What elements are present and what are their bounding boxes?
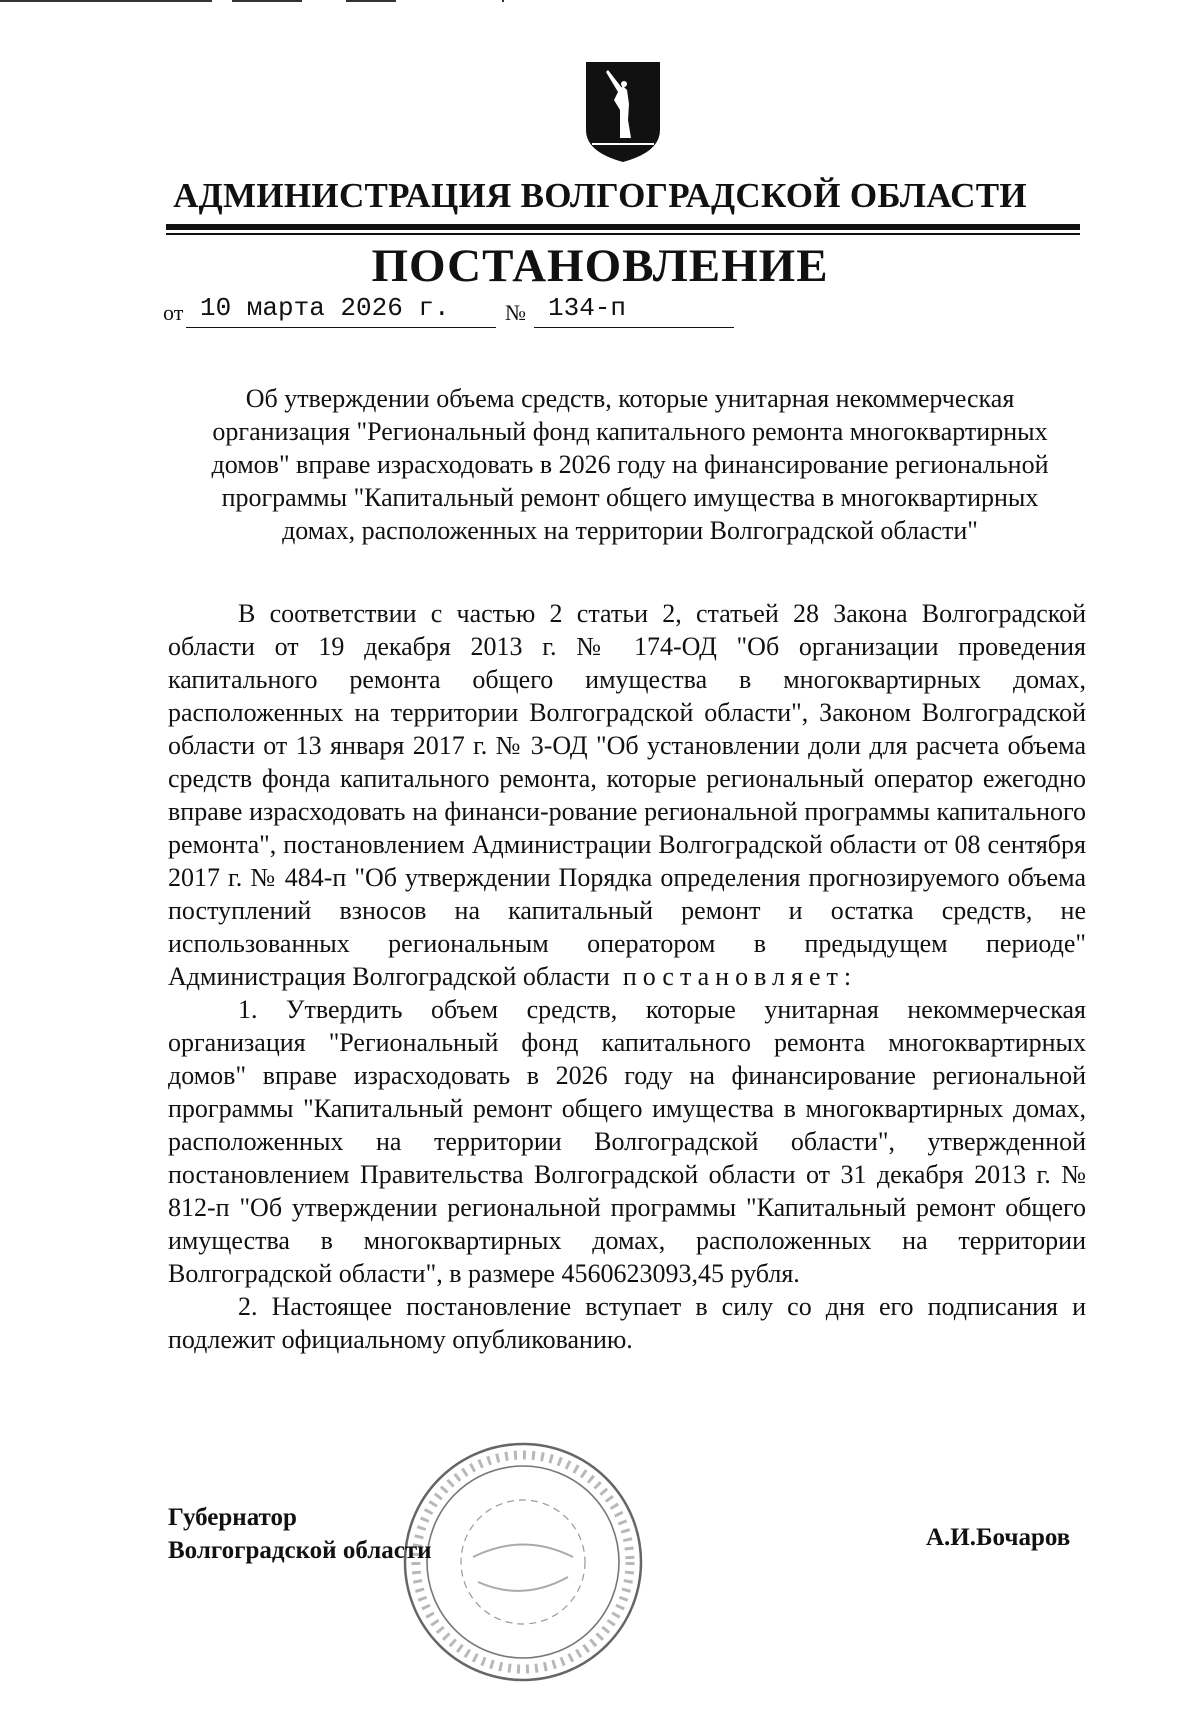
date-label: от: [163, 300, 184, 325]
scan-artifact-line: [346, 0, 396, 2]
scan-artifact-line: [232, 0, 302, 2]
scan-artifact-line: [0, 0, 212, 2]
resolution-item: 2. Настоящее постановление вступает в силу со дня его подписания и подлежит официальному опубликованию.: [168, 1292, 1086, 1354]
document-date: 10 марта 2026 г.: [186, 292, 496, 328]
signatory-position-line2: Волгоградской области: [168, 1537, 432, 1564]
title-line: программы "Капитальный ремонт общего имущества в многоквартирных: [221, 483, 1039, 512]
coat-of-arms-icon: [584, 60, 662, 164]
title-line: организация "Региональный фонд капитального ремонта многоквартирных: [212, 417, 1048, 446]
official-seal-icon: [398, 1437, 648, 1687]
title-line: домов" вправе израсходовать в 2026 году на финансирование региональной: [211, 450, 1049, 479]
header-rule-thick: [166, 224, 1080, 230]
enacting-verb: постановляет:: [622, 962, 858, 991]
organization-name: АДМИНИСТРАЦИЯ ВОЛГОГРАДСКОЙ ОБЛАСТИ: [173, 176, 1027, 215]
number-label: №: [505, 300, 526, 325]
document-type: ПОСТАНОВЛЕНИЕ: [371, 240, 829, 292]
document-number: 134-п: [534, 292, 734, 328]
resolution-item: 1. Утвердить объем средств, которые унитарная некоммерческая организация "Региональный фонд капитального ремонта многоквартирных домов" вправе израсходовать в 2026 году на финансирование региональной программы "Капитальный ремонт общего имущества в многоквартирных домах, расположенных на территории Волгоградской области", утвержденной постановлением Правительства Волгоградской области от 31 декабря 2013 г. № 812-п "Об утверждении региональной программы "Капитальный ремонт общего имущества в многоквартирных домах, расположенных на территории Волгоградской области", в размере 4560623093,45 рубля.: [168, 995, 1086, 1288]
document-body: [168, 597, 1086, 1356]
scan-artifact-line: [502, 0, 504, 2]
enacting-subject: Администрация Волгоградской области: [168, 962, 610, 991]
preamble-paragraph: [168, 597, 1086, 993]
signatory-position-line1: Губернатор: [168, 1504, 297, 1531]
preamble-text: В соответствии с частью 2 статьи 2, статьей 28 Закона Волгоградской области от 19 декабря 2013 г. № 174-ОД "Об организации проведения капитального ремонта общего имущества в многоквартирных домах, расположенных на территории Волгоградской области", Законом Волгоградской области от 13 января 2017 г. № 3-ОД "Об установлении доли для расчета объема средств фонда капитального ремонта, которые региональный оператор ежегодно вправе израсходовать на финанси-рование региональной программы капитального ремонта", постановлением Администрации Волгоградской области от 08 сентября 2017 г. № 484-п "Об утверждении Порядка определения прогнозируемого объема поступлений взносов на капитальный ремонт и остатка средств, не использованных региональным оператором в предыдущем периоде": [168, 599, 1086, 958]
title-line: Об утверждении объема средств, которые унитарная некоммерческая: [245, 384, 1015, 413]
date-number-row: [0, 290, 1200, 330]
document-title: [160, 382, 1100, 547]
signatory-name: А.И.Бочаров: [926, 1524, 1071, 1551]
header-rule-thin: [166, 233, 1080, 235]
title-line: домах, расположенных на территории Волгоградской области": [282, 516, 978, 545]
